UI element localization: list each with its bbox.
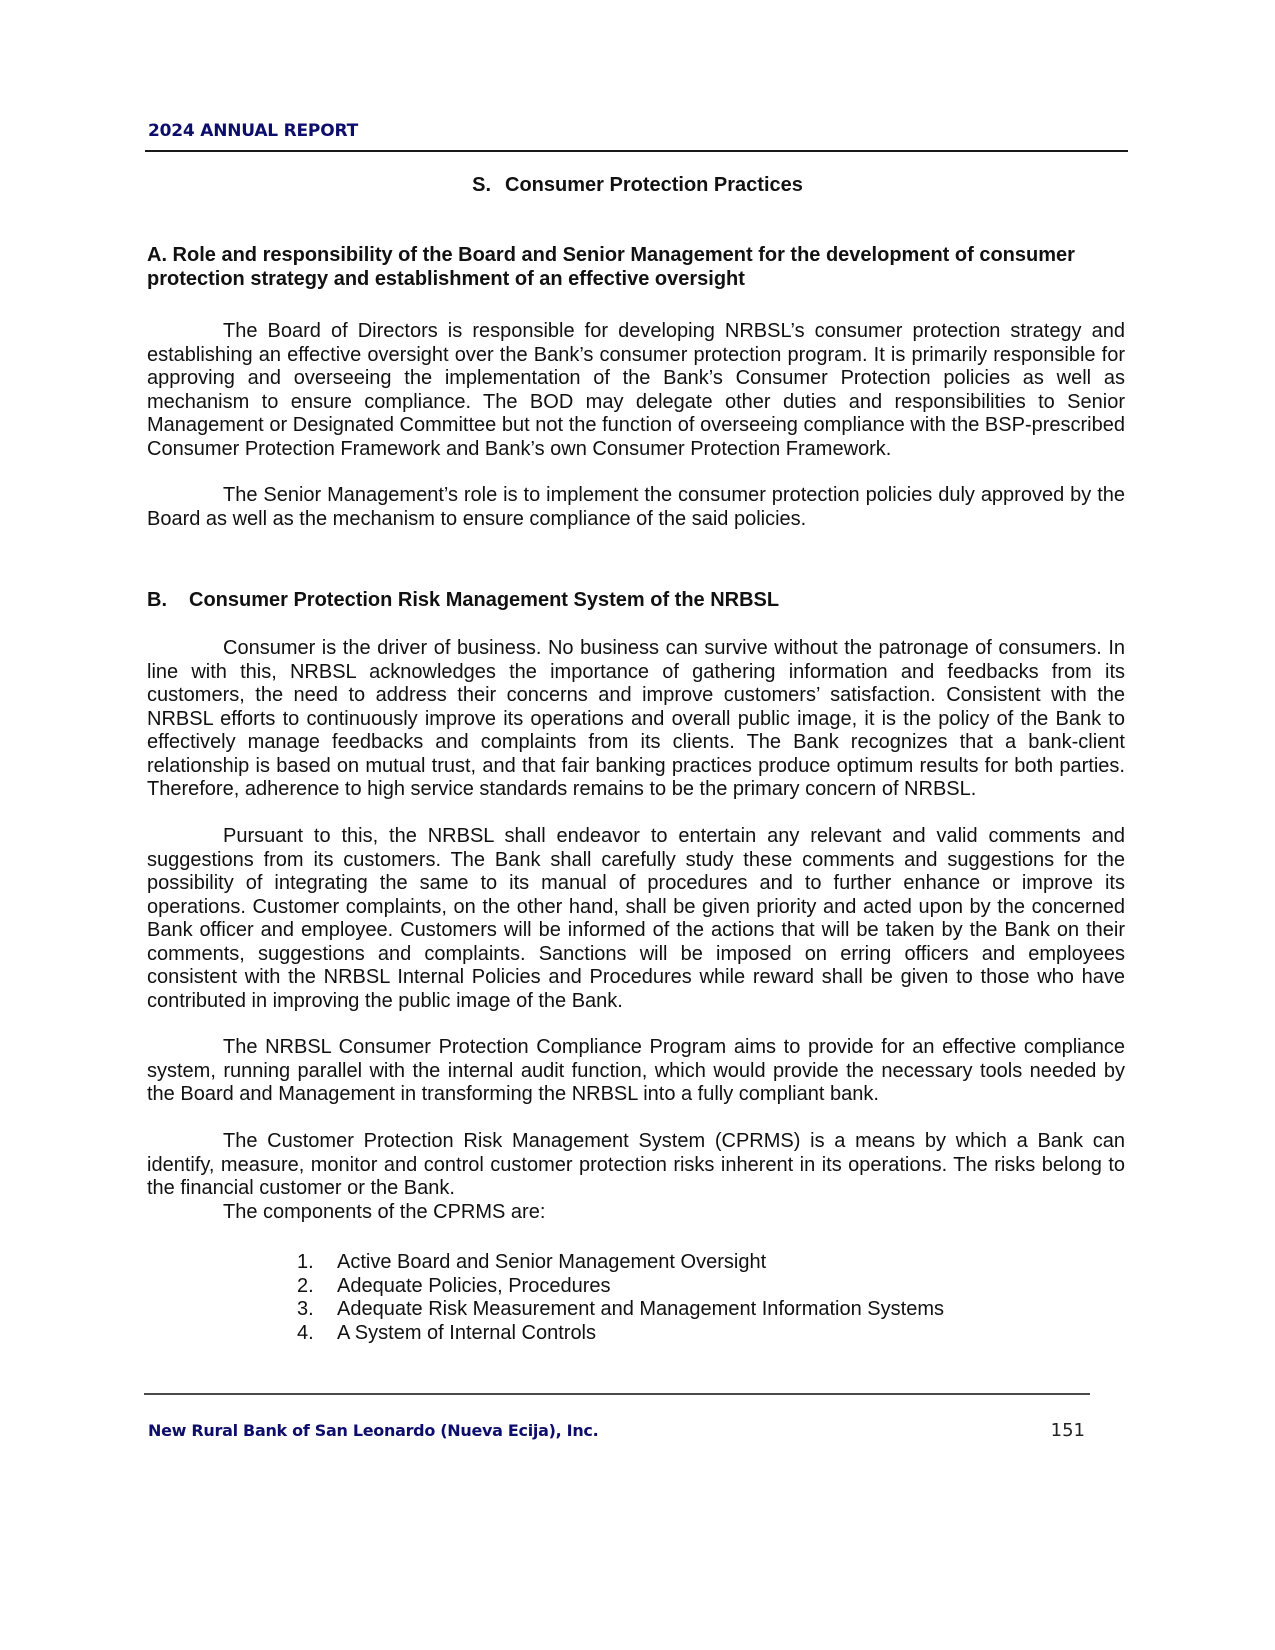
list-text: Adequate Risk Measurement and Management Information Systems — [337, 1298, 944, 1320]
list-item — [297, 1275, 944, 1299]
list-item — [297, 1322, 944, 1346]
list-number: 3. — [297, 1298, 314, 1320]
part-a-paragraph-1 — [147, 320, 1125, 461]
section-title — [0, 173, 1275, 197]
section-letter: S. — [472, 174, 492, 196]
part-b-letter: B. — [147, 589, 167, 611]
paragraph: The NRBSL Consumer Protection Compliance Program aims to provide for an effective compliance system, running parallel with the internal audit function, which would provide the necessary tools needed by the Board and Management in transforming the NRBSL into a fully compliant bank. — [147, 1036, 1125, 1105]
part-a-paragraph-2 — [147, 484, 1125, 531]
list-text: Adequate Policies, Procedures — [337, 1274, 611, 1297]
components-list — [297, 1251, 944, 1345]
part-b-heading — [147, 589, 1125, 613]
list-text: A System of Internal Controls — [337, 1321, 597, 1344]
footer-rule — [144, 1393, 1090, 1395]
list-text: Active Board and Senior Management Oversight — [337, 1251, 767, 1273]
part-b-paragraph-2 — [147, 825, 1125, 1013]
part-b-paragraph-3 — [147, 1036, 1125, 1107]
running-header-title: 2024 ANNUAL REPORT — [148, 121, 358, 141]
list-item — [297, 1251, 944, 1275]
list-number: 4. — [297, 1321, 314, 1344]
list-item — [297, 1298, 944, 1322]
part-a-heading: A. Role and responsibility of the Board and Senior Management for the development of consumer protection strategy and establishment of an effective oversight — [147, 244, 1075, 290]
part-b-paragraph-1 — [147, 637, 1125, 802]
paragraph: The Customer Protection Risk Management System (CPRMS) is a means by which a Bank can identify, measure, monitor and control customer protection risks inherent in its operations. The risks belong to the financial customer or the Bank. — [147, 1130, 1125, 1199]
components-intro: The components of the CPRMS are: — [223, 1200, 546, 1223]
list-number: 2. — [297, 1274, 314, 1297]
header-rule — [145, 150, 1128, 152]
paragraph: Consumer is the driver of business. No business can survive without the patronage of consumers. In line with this, NRBSL acknowledges the importance of gathering information and feedbacks from its customers, the need to address their concerns and improve customers’ satisfaction. Consistent with the NRBSL efforts to continuously improve its operations and overall public image, it is the policy of the Bank to effectively manage feedbacks and complaints from its clients. The Bank recognizes that a bank-client relationship is based on mutual trust, and that fair banking practices produce optimum results for both parties. Therefore, adherence to high service standards remains to be the primary concern of NRBSL. — [147, 637, 1125, 800]
part-a-heading-block — [147, 244, 1125, 291]
paragraph: Pursuant to this, the NRBSL shall endeavor to entertain any relevant and valid comments and suggestions from its customers. The Bank shall carefully study these comments and suggestions for the possibility of integrating the same to its manual of procedures and to further enhance or improve its operations. Customer complaints, on the other hand, shall be given priority and acted upon by the concerned Bank officer and employee. Customers will be informed of the actions that will be taken by the Bank on their comments, suggestions and complaints. Sanctions will be imposed on erring officers and employees consistent with the NRBSL Internal Policies and Procedures while reward shall be given to those who have contributed in improving the public image of the Bank. — [147, 825, 1125, 1012]
part-b-heading-text: Consumer Protection Risk Management System of the NRBSL — [189, 589, 780, 611]
page-number: 151 — [1050, 1420, 1085, 1441]
part-b-paragraph-4 — [147, 1130, 1125, 1224]
section-title-text: Consumer Protection Practices — [505, 174, 803, 196]
list-number: 1. — [297, 1251, 314, 1273]
paragraph: The Board of Directors is responsible for developing NRBSL’s consumer protection strategy and establishing an effective oversight over the Bank’s consumer protection program. It is primarily responsible for approving and overseeing the implementation of the Bank’s Consumer Protection policies as well as mechanism to ensure compliance. The BOD may delegate other duties and responsibilities to Senior Management or Designated Committee but not the function of overseeing compliance with the BSP-prescribed Consumer Protection Framework and Bank’s own Consumer Protection Framework. — [147, 320, 1125, 460]
footer-bank-name: New Rural Bank of San Leonardo (Nueva Ecija), Inc. — [148, 1421, 599, 1440]
paragraph: The Senior Management’s role is to implement the consumer protection policies duly approved by the Board as well as the mechanism to ensure compliance of the said policies. — [147, 484, 1125, 530]
